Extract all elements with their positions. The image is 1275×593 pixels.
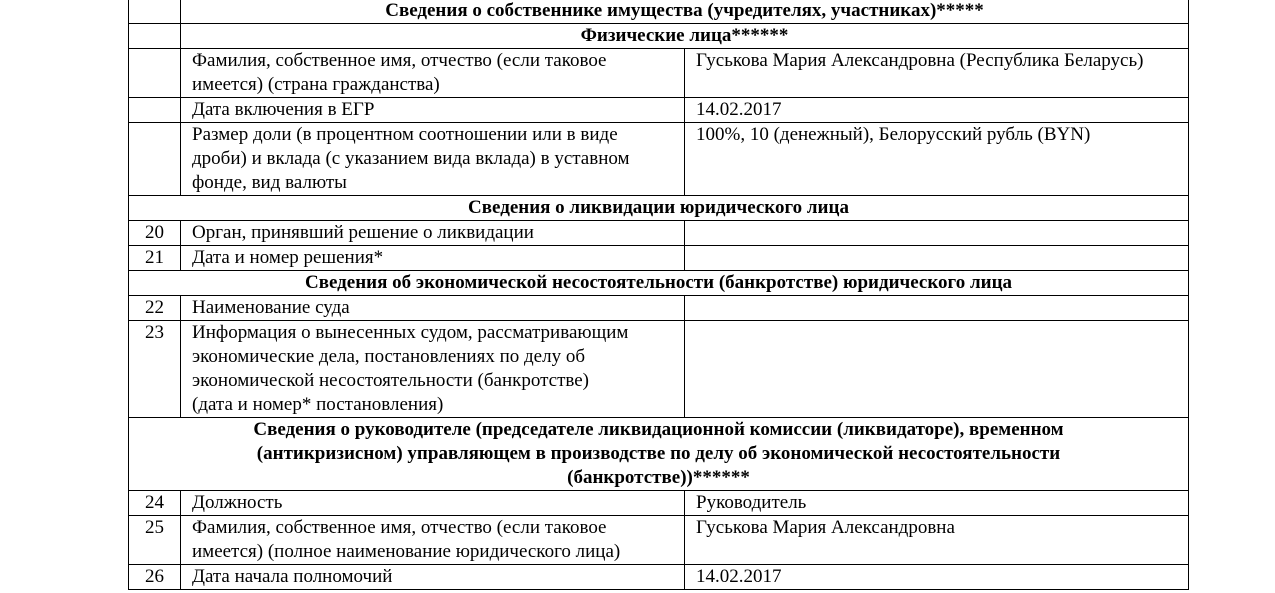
row-number: 21 (129, 246, 181, 271)
field-value (685, 321, 1189, 418)
field-label: Дата и номер решения* (181, 246, 685, 271)
table-row (129, 123, 1189, 196)
table-row (129, 49, 1189, 98)
field-label: Размер доли (в процентном соотношении или в виде дроби) и вклада (с указанием вида вклада) в уставном фонде, вид валюты (181, 123, 685, 196)
registry-extract-table (128, 0, 1189, 590)
field-value: 100%, 10 (денежный), Белорусский рубль (BYN) (685, 123, 1189, 196)
field-label: Орган, принявший решение о ликвидации (181, 221, 685, 246)
field-value (685, 296, 1189, 321)
row-number-cell (129, 98, 181, 123)
field-value (685, 246, 1189, 271)
row-number-cell (129, 49, 181, 98)
row-number: 24 (129, 491, 181, 516)
table-row (129, 321, 1189, 418)
liquidation-section-title: Сведения о ликвидации юридического лица (129, 196, 1189, 221)
field-label-line: экономической несостоятельности (банкротстве) (192, 370, 589, 391)
field-label: Фамилия, собственное имя, отчество (если таковое имеется) (полное наименование юридического лица) (181, 516, 685, 565)
manager-title-row (129, 418, 1189, 491)
manager-section-title: Сведения о руководителе (председателе ликвидационной комиссии (ликвидаторе), временном (антикризисном) управляющем в производстве по делу об экономической несостоятельности (банкротстве))****** (129, 418, 1189, 491)
field-label: Дата включения в ЕГР (181, 98, 685, 123)
table-row (129, 565, 1189, 590)
field-label: Фамилия, собственное имя, отчество (если таковое имеется) (страна гражданства) (181, 49, 685, 98)
table-row (129, 98, 1189, 123)
field-value: Гуськова Мария Александровна (Республика Беларусь) (685, 49, 1189, 98)
row-number-cell (129, 123, 181, 196)
field-label: Должность (181, 491, 685, 516)
table-row (129, 516, 1189, 565)
individuals-title-row (129, 24, 1189, 49)
row-number: 25 (129, 516, 181, 565)
row-number-cell (129, 24, 181, 49)
field-value: 14.02.2017 (685, 98, 1189, 123)
field-label: Наименование суда (181, 296, 685, 321)
table-row (129, 246, 1189, 271)
field-value (685, 221, 1189, 246)
row-number: 23 (129, 321, 181, 418)
field-label-line: экономические дела, постановлениях по делу об (192, 346, 585, 367)
bankruptcy-section-title: Сведения об экономической несостоятельности (банкротстве) юридического лица (129, 271, 1189, 296)
owners-title-row (129, 0, 1189, 24)
field-value: Гуськова Мария Александровна (685, 516, 1189, 565)
field-value: Руководитель (685, 491, 1189, 516)
field-label-line: (дата и номер* постановления) (192, 394, 444, 415)
field-value: 14.02.2017 (685, 565, 1189, 590)
row-number: 26 (129, 565, 181, 590)
liquidation-title-row (129, 196, 1189, 221)
table-row (129, 296, 1189, 321)
table-row (129, 491, 1189, 516)
owners-section-title: Сведения о собственнике имущества (учредителях, участниках)***** (181, 0, 1189, 24)
row-number-cell (129, 0, 181, 24)
table-row (129, 221, 1189, 246)
field-label: Дата начала полномочий (181, 565, 685, 590)
row-number: 22 (129, 296, 181, 321)
individuals-subsection-title: Физические лица****** (181, 24, 1189, 49)
row-number: 20 (129, 221, 181, 246)
bankruptcy-title-row (129, 271, 1189, 296)
field-label-line: Информация о вынесенных судом, рассматривающим (192, 322, 629, 343)
field-label (181, 321, 685, 418)
